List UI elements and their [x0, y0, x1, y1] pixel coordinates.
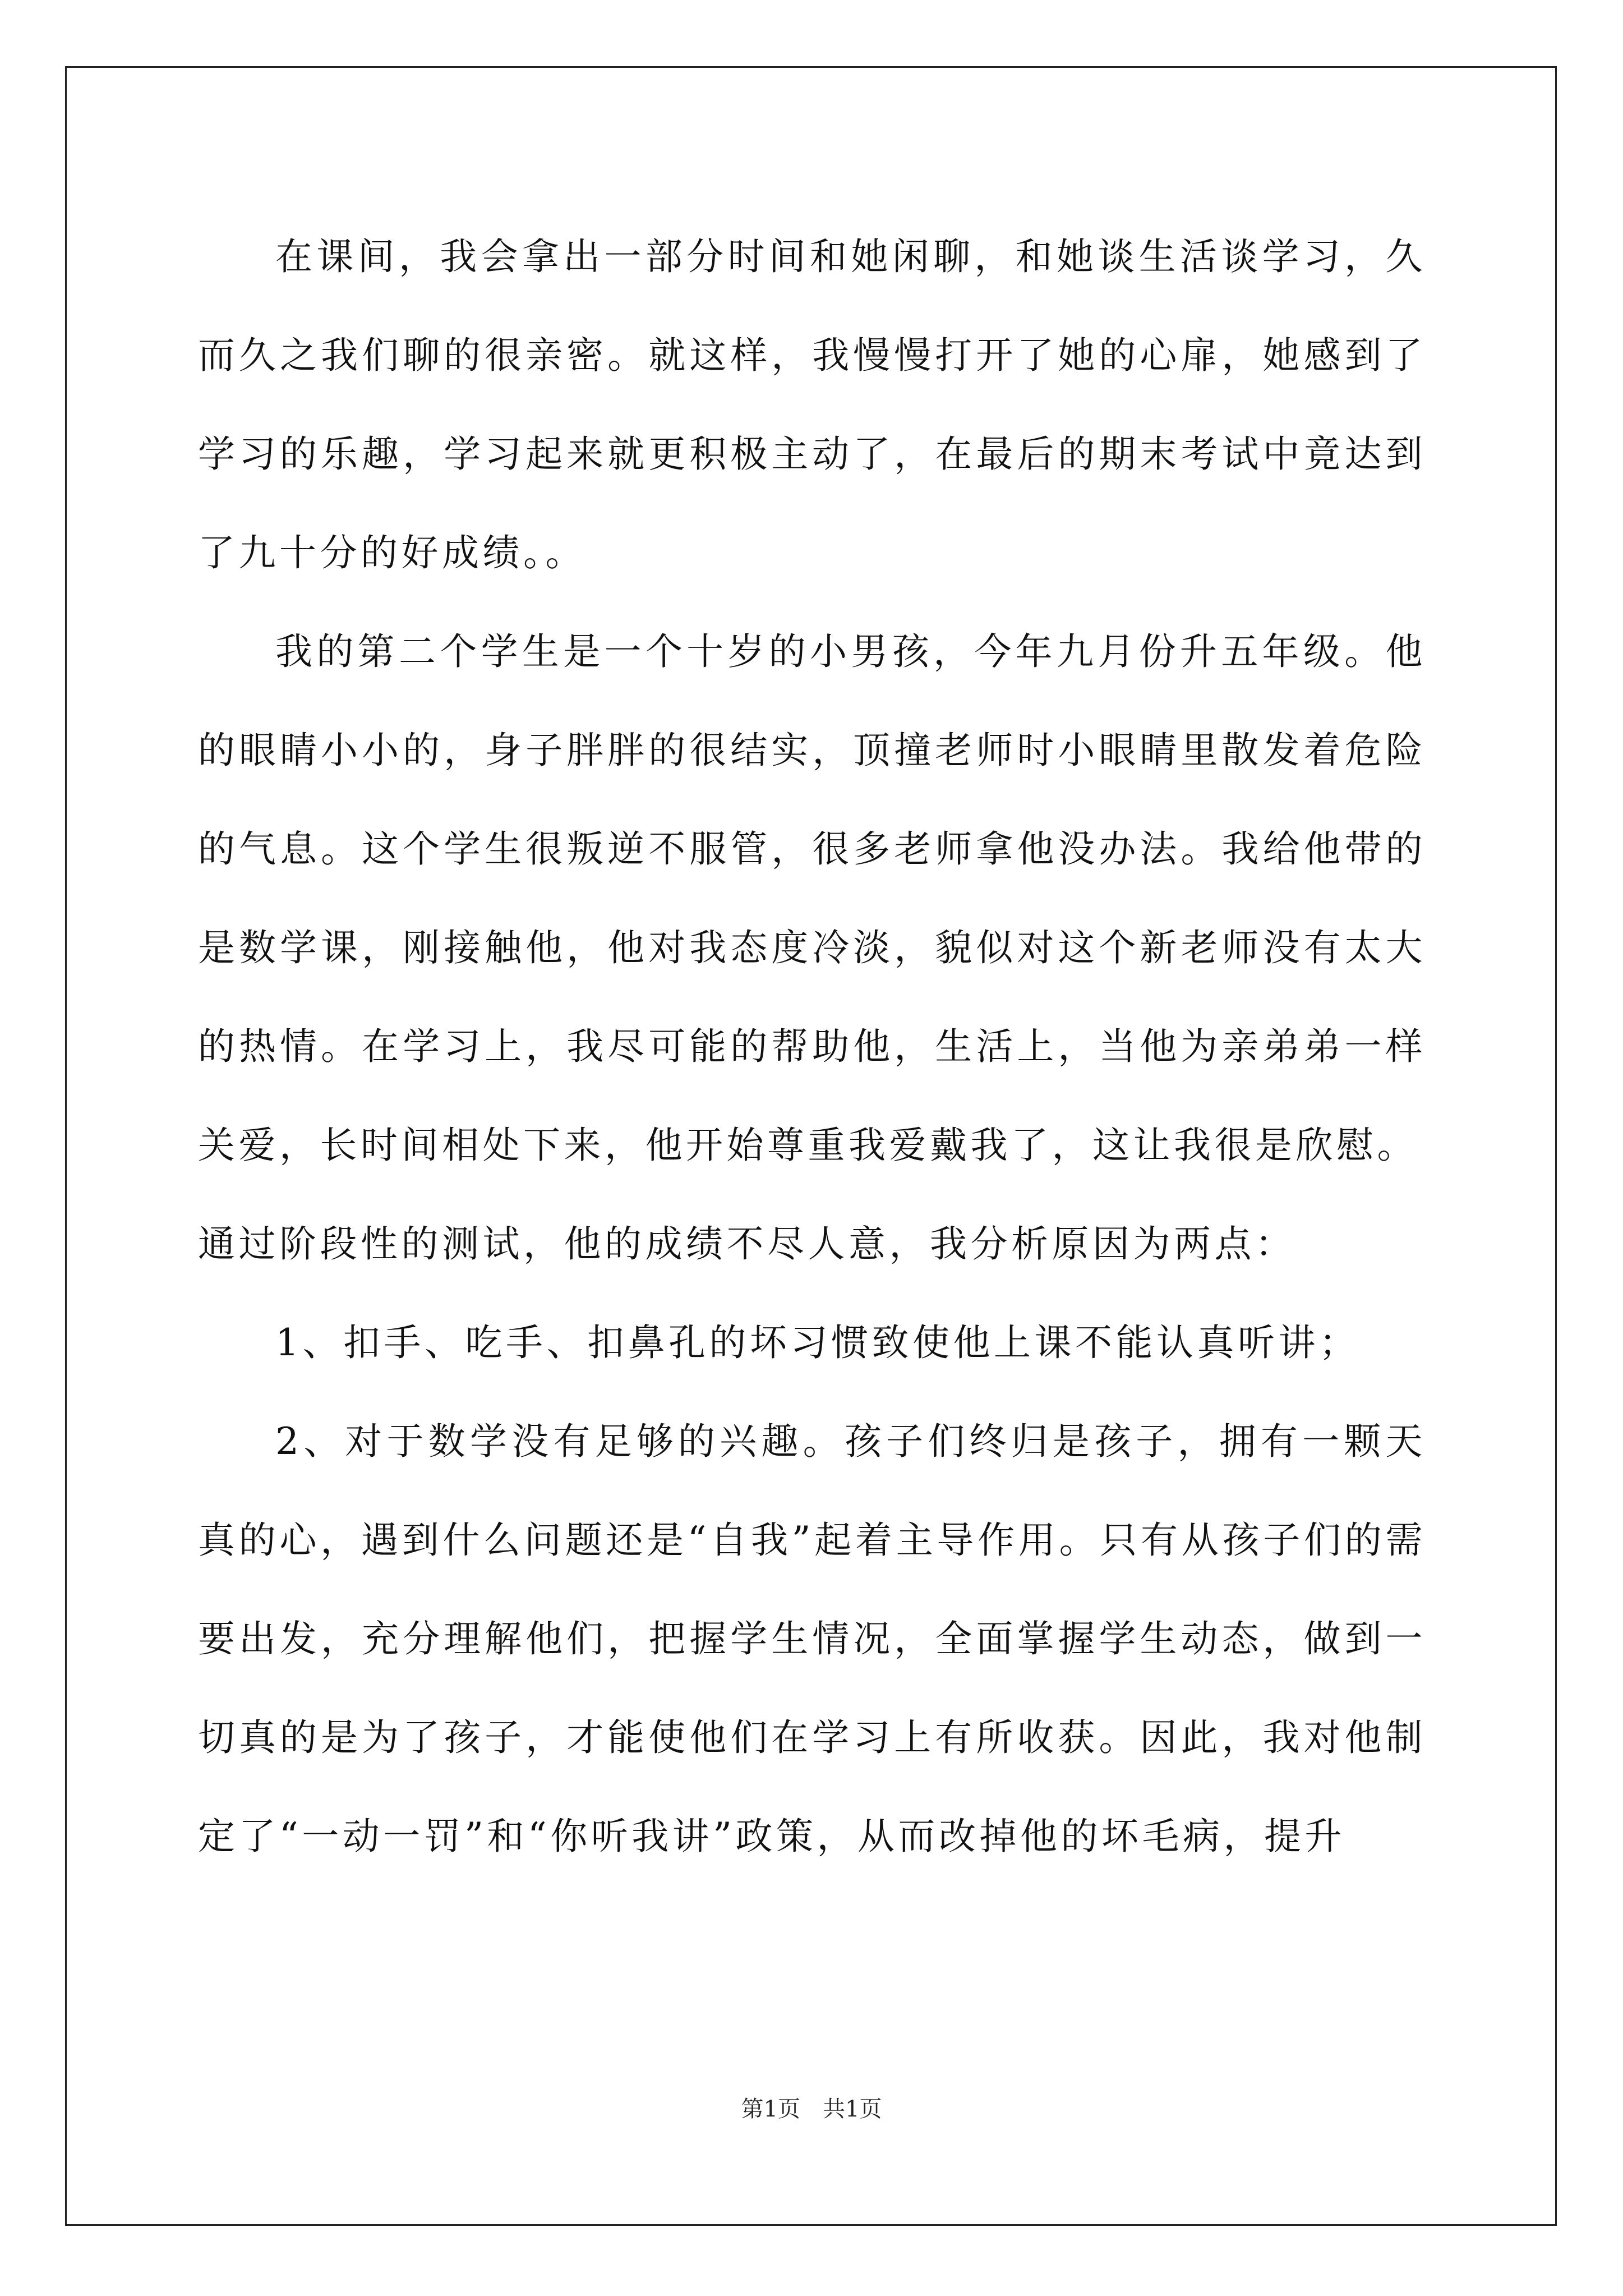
paragraph-2: 我的第二个学生是一个十岁的小男孩，今年九月份升五年级。他的眼睛小小的，身子胖胖的很结实，顶撞老师时小眼睛里散发着危险的气息。这个学生很叛逆不服管，很多老师拿他没办法。我给他带的是数学课，刚接触他，他对我态度冷淡，貌似对这个新老师没有太大的热情。在学习上，我尽可能的帮助他，生活上，当他为亲弟弟一样关爱，长时间相处下来，他开始尊重我爱戴我了，这让我很是欣慰。	[198, 630, 1426, 1167]
paragraph-3: 通过阶段性的测试，他的成绩不尽人意，我分析原因为两点：	[198, 1222, 1296, 1266]
document-body	[198, 208, 1426, 1886]
list-item-2: 2、对于数学没有足够的兴趣。孩子们终归是孩子，拥有一颗天真的心，遇到什么问题还是“自我”起着主导作用。只有从孩子们的需要出发，充分理解他们，把握学生情况，全面掌握学生动态，做到一切真的是为了孩子，才能使他们在学习上有所收获。因此，我对他制定了“一动一罚”和“你听我讲”政策，从而改掉他的坏毛病，提升	[198, 1420, 1426, 1858]
page-footer: 第1页 共1页	[741, 2096, 882, 2122]
list-item-1: 1、扣手、吃手、扣鼻孔的坏习惯致使他上课不能认真听讲；	[275, 1321, 1360, 1364]
paragraph-1: 在课间，我会拿出一部分时间和她闲聊，和她谈生活谈学习，久而久之我们聊的很亲密。就这样，我慢慢打开了她的心扉，她感到了学习的乐趣，学习起来就更积极主动了，在最后的期末考试中竟达到了九十分的好成绩。。	[198, 235, 1426, 574]
